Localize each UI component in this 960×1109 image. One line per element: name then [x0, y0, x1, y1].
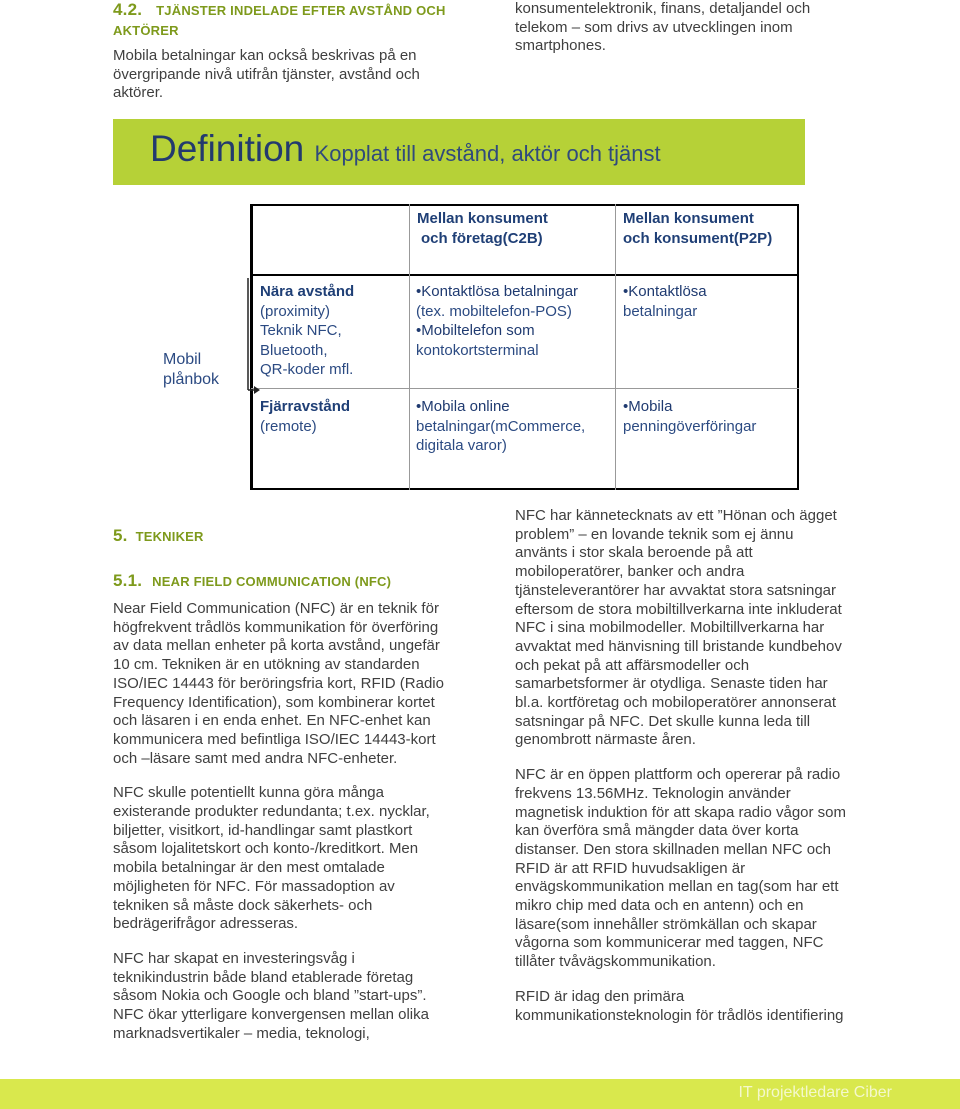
c2b-near-line4: kontokortsterminal	[416, 341, 539, 359]
c2b-near-line2: (tex. mobiltelefon-POS)	[416, 302, 572, 320]
cell-c2b-near	[416, 282, 578, 360]
c2b-near-line1: •Kontaktlösa betalningar	[416, 283, 579, 300]
section-5-1-title: NEAR FIELD COMMUNICATION (NFC)	[152, 574, 392, 589]
slide-diagram	[0, 0, 960, 500]
p2p-near-line1: •Kontaktlösa	[623, 283, 707, 300]
remote-line2: (remote)	[260, 417, 317, 435]
c2b-near-line3: •Mobiltelefon som	[416, 322, 535, 339]
p2p-near-line2: betalningar	[623, 302, 698, 320]
row-near-distance	[260, 282, 354, 380]
section-4-2-body: Mobila betalningar kan också beskrivas på en övergripande nivå utifrån tjänster, avstånd och aktörer.	[113, 47, 420, 102]
right-paragraph-3: RFID är idag den primära kommunikationsteknologin för trådlös identifiering	[515, 987, 844, 1024]
near-line3: Teknik NFC,	[260, 322, 342, 339]
cell-p2p-near	[623, 282, 707, 321]
top-right-paragraph: konsumentelektronik, finans, detaljandel och telekom – som drivs av utvecklingen inom smartphones.	[515, 0, 811, 55]
grid-bottom-line	[251, 488, 799, 490]
slide-subtitle: Kopplat till avstånd, aktör och tjänst	[314, 141, 661, 166]
section-5-1-heading	[113, 571, 391, 591]
near-line4: Bluetooth,	[260, 341, 328, 359]
near-line1: Nära avstånd	[260, 283, 355, 300]
header-p2p	[623, 209, 772, 248]
grid-row-divider	[251, 388, 799, 389]
grid-col-divider-2	[615, 204, 616, 490]
bracket-arrow-icon	[220, 270, 260, 400]
header-p2p-line1: Mellan konsument	[623, 210, 754, 227]
left-column-text	[113, 600, 453, 1043]
section-5-heading	[113, 526, 204, 546]
grid-header-divider	[251, 274, 799, 276]
footer-text: IT projektledare Ciber	[738, 1084, 892, 1101]
c2b-remote-line1: •Mobila online	[416, 398, 510, 415]
remote-line1: Fjärravstånd	[260, 398, 351, 415]
right-paragraph-2: NFC är en öppen plattform och opererar på radio frekvens 13.56MHz. Teknologin använder magnetisk induktion för att skapa radio vågor som kan överföra små mängder data över korta distanser. Den stora skillnaden mellan NFC och RFID är att RFID huvudsakligen är envägskommunikation mellan en tag(som har ett mikro chip med data och en antenn) och en läsare(som innehåller strömkällan och skapar vågorna som kommunicerar med taggen, NFC tillåter tvåvägskommunikation.	[515, 766, 847, 971]
header-p2p-line2: och konsument(P2P)	[623, 229, 773, 247]
row-remote	[260, 397, 350, 436]
left-paragraph-2: NFC skulle potentiellt kunna göra många existerande produkter redundanta; t.ex. nycklar, biljetter, visitkort, id-handlingar samt plastkort såsom lojalitetskort och konto-/kreditkort. Men mobila betalningar är den mest omtalade möjligheten för NFC. För massadoption av tekniken så måste dock säkerhets- och bedrägerifrågor adresseras.	[113, 784, 430, 933]
grid-right-line	[797, 204, 799, 490]
section-5-title: TEKNIKER	[135, 529, 204, 544]
side-label-mobile-wallet	[163, 350, 219, 390]
section-5-1-number: 5.1.	[113, 571, 143, 590]
side-label-line2: plånbok	[163, 371, 220, 388]
grid-top-line	[251, 204, 799, 206]
section-4-2-number: 4.2.	[113, 0, 143, 19]
section-4-2-title-line2: AKTÖRER	[113, 23, 179, 38]
side-label-line1: Mobil	[163, 351, 202, 368]
c2b-remote-line3: digitala varor)	[416, 437, 507, 454]
header-c2b-line2: och företag(C2B)	[421, 229, 543, 247]
header-c2b	[417, 209, 548, 248]
cell-c2b-remote	[416, 397, 585, 456]
left-paragraph-1: Near Field Communication (NFC) är en teknik för högfrekvent trådlös kommunikation för överföring av data mellan enheter på korta avstånd, ungefär 10 cm. Tekniken är en utökning av standarden ISO/IEC 14443 för beröringsfria kort, RFID (Radio Frequency Identification), som kombinerar kortet och läsaren i en enda enhet. En NFC-enhet kan kommunicera med befintliga ISO/IEC 14443-kort och –läsare samt med andra NFC-enheter.	[113, 600, 444, 767]
slide-title-main: Definition	[150, 128, 305, 169]
c2b-remote-line2: betalningar(mCommerce,	[416, 417, 586, 435]
right-column-text	[515, 507, 850, 1025]
cell-p2p-remote	[623, 397, 756, 436]
left-paragraph-3: NFC har skapat en investeringsvåg i teknikindustrin både bland etablerade företag såsom Nokia och Google och bland ”start-ups”. NFC ökar ytterligare konvergensen mellan olika marknadsvertikaler – media, teknologi,	[113, 949, 429, 1042]
grid-col-divider-1	[409, 204, 410, 490]
header-c2b-line1: Mellan konsument	[417, 210, 548, 227]
right-paragraph-1: NFC har kännetecknats av ett ”Hönan och ägget problem” – en lovande teknik som ej ännu använts i stor skala beroende på att mobiloperatörer, banker och andra tjänsteleverantörer har avvaktat stora satsningar eftersom de stora mobiltillverkarna inte inkluderat NFC i sina mobilmodeller. Mobiltillverkarna har avvaktat med hänvisning till bristande kundbehov och pekat på att affärsmodeller och samarbetsformer är otydliga. Senaste tiden har bl.a. kortföretag och mobiloperatörer annonserat satsningar på NFC. Det skulle kunna leda till genombrott närmaste åren.	[515, 507, 842, 749]
section-4-2-title-line1: TJÄNSTER INDELADE EFTER AVSTÅND OCH	[156, 3, 446, 18]
near-line2: (proximity)	[260, 302, 330, 320]
section-5-number: 5.	[113, 526, 128, 545]
p2p-remote-line1: •Mobila	[623, 398, 673, 415]
p2p-remote-line2: penningöverföringar	[623, 417, 757, 435]
near-line5: QR-koder mfl.	[260, 361, 354, 378]
